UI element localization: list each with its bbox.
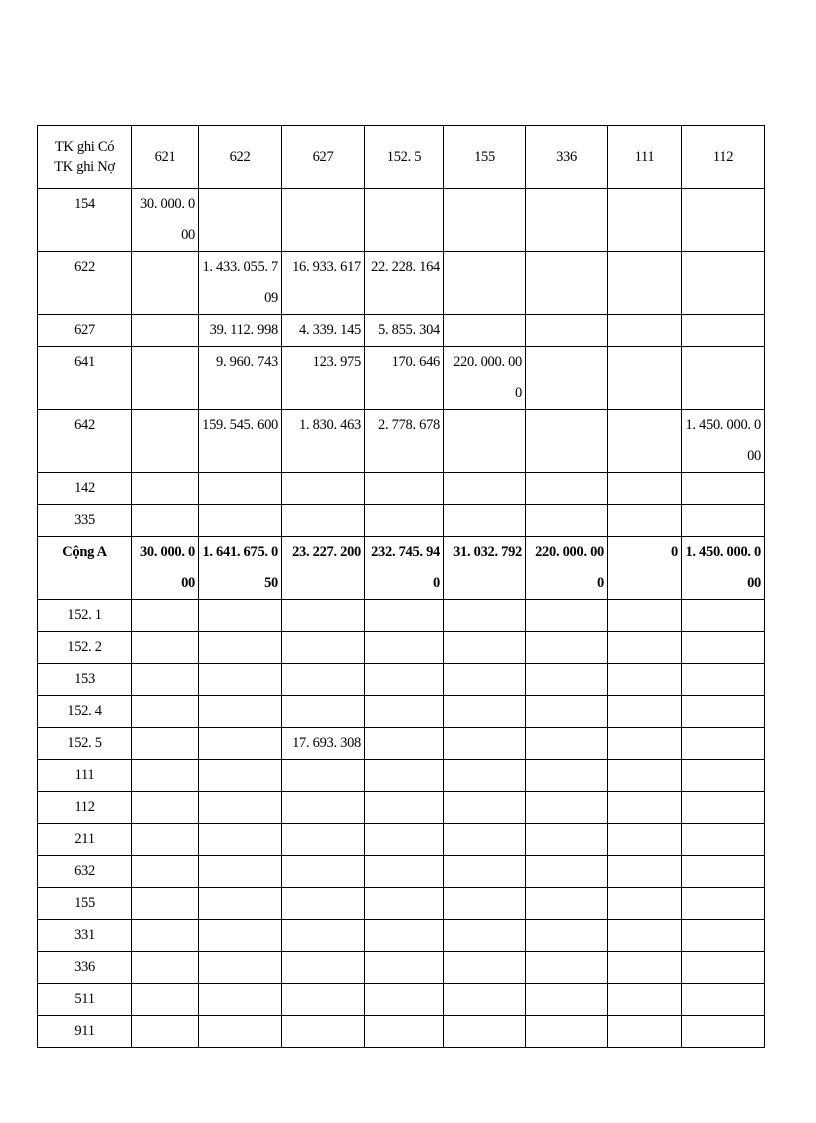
amount-cell xyxy=(365,856,444,888)
row-account-label: 331 xyxy=(38,920,132,952)
table-row xyxy=(38,760,765,792)
amount-cell: 1. 433. 055. 709 xyxy=(199,252,282,315)
amount-cell: 30. 000. 000 xyxy=(132,189,199,252)
ledger-body xyxy=(38,189,765,1048)
table-row xyxy=(38,410,765,473)
amount-cell xyxy=(282,856,365,888)
row-account-label: 152. 4 xyxy=(38,696,132,728)
amount-cell xyxy=(282,189,365,252)
amount-cell: 16. 933. 617 xyxy=(282,252,365,315)
amount-cell xyxy=(526,1016,608,1048)
row-account-label: 152. 2 xyxy=(38,632,132,664)
amount-cell xyxy=(132,505,199,537)
amount-cell xyxy=(682,952,765,984)
amount-cell xyxy=(682,888,765,920)
amount-cell: 220. 000. 000 xyxy=(444,347,526,410)
ledger-table xyxy=(37,125,765,1048)
column-header: 155 xyxy=(444,126,526,189)
amount-cell xyxy=(608,888,682,920)
amount-cell xyxy=(444,728,526,760)
amount-cell xyxy=(132,315,199,347)
table-row xyxy=(38,952,765,984)
amount-cell xyxy=(444,1016,526,1048)
row-account-label: 632 xyxy=(38,856,132,888)
amount-cell xyxy=(608,728,682,760)
amount-cell xyxy=(444,856,526,888)
amount-cell xyxy=(608,505,682,537)
column-header: 627 xyxy=(282,126,365,189)
amount-cell xyxy=(282,696,365,728)
amount-cell xyxy=(365,952,444,984)
amount-cell xyxy=(682,760,765,792)
row-account-label: 642 xyxy=(38,410,132,473)
header-row xyxy=(38,126,765,189)
amount-cell xyxy=(608,600,682,632)
amount-cell xyxy=(199,952,282,984)
amount-cell xyxy=(282,792,365,824)
row-account-label: 153 xyxy=(38,664,132,696)
amount-cell xyxy=(365,792,444,824)
amount-cell xyxy=(444,505,526,537)
amount-cell: 1. 450. 000. 000 xyxy=(682,537,765,600)
amount-cell xyxy=(282,632,365,664)
amount-cell xyxy=(132,856,199,888)
amount-cell xyxy=(365,473,444,505)
amount-cell xyxy=(282,600,365,632)
amount-cell xyxy=(682,473,765,505)
amount-cell xyxy=(282,952,365,984)
amount-cell xyxy=(608,696,682,728)
amount-cell xyxy=(526,920,608,952)
amount-cell xyxy=(682,856,765,888)
row-account-label: 911 xyxy=(38,1016,132,1048)
amount-cell xyxy=(444,315,526,347)
column-header: 152. 5 xyxy=(365,126,444,189)
amount-cell: 232. 745. 940 xyxy=(365,537,444,600)
amount-cell xyxy=(365,888,444,920)
table-row xyxy=(38,600,765,632)
table-row xyxy=(38,189,765,252)
amount-cell xyxy=(608,984,682,1016)
amount-cell xyxy=(365,664,444,696)
row-account-label: 152. 5 xyxy=(38,728,132,760)
amount-cell: 9. 960. 743 xyxy=(199,347,282,410)
amount-cell xyxy=(132,920,199,952)
amount-cell xyxy=(682,696,765,728)
amount-cell xyxy=(365,1016,444,1048)
table-row xyxy=(38,473,765,505)
row-account-label: 511 xyxy=(38,984,132,1016)
amount-cell xyxy=(526,824,608,856)
amount-cell xyxy=(365,728,444,760)
amount-cell xyxy=(132,664,199,696)
column-header: 336 xyxy=(526,126,608,189)
table-row xyxy=(38,920,765,952)
amount-cell xyxy=(444,189,526,252)
row-account-label: 112 xyxy=(38,792,132,824)
amount-cell xyxy=(682,824,765,856)
amount-cell xyxy=(682,600,765,632)
table-row xyxy=(38,1016,765,1048)
table-row xyxy=(38,347,765,410)
amount-cell xyxy=(282,664,365,696)
table-row xyxy=(38,824,765,856)
table-row xyxy=(38,856,765,888)
amount-cell xyxy=(526,856,608,888)
amount-cell xyxy=(132,632,199,664)
amount-cell xyxy=(199,189,282,252)
amount-cell xyxy=(608,347,682,410)
amount-cell: 5. 855. 304 xyxy=(365,315,444,347)
row-account-label: 622 xyxy=(38,252,132,315)
amount-cell: 0 xyxy=(608,537,682,600)
table-row xyxy=(38,888,765,920)
table-row xyxy=(38,728,765,760)
amount-cell xyxy=(526,696,608,728)
amount-cell xyxy=(282,824,365,856)
row-account-label: Cộng A xyxy=(38,537,132,600)
amount-cell: 17. 693. 308 xyxy=(282,728,365,760)
amount-cell: 22. 228. 164 xyxy=(365,252,444,315)
amount-cell xyxy=(132,888,199,920)
amount-cell xyxy=(365,696,444,728)
amount-cell xyxy=(444,984,526,1016)
amount-cell xyxy=(199,792,282,824)
amount-cell xyxy=(132,984,199,1016)
amount-cell xyxy=(608,824,682,856)
amount-cell xyxy=(444,888,526,920)
amount-cell xyxy=(444,473,526,505)
amount-cell xyxy=(444,952,526,984)
amount-cell xyxy=(199,728,282,760)
amount-cell xyxy=(526,600,608,632)
row-account-label: 152. 1 xyxy=(38,600,132,632)
amount-cell xyxy=(199,1016,282,1048)
amount-cell xyxy=(199,696,282,728)
row-account-label: 641 xyxy=(38,347,132,410)
amount-cell xyxy=(282,473,365,505)
amount-cell xyxy=(444,824,526,856)
column-header: 112 xyxy=(682,126,765,189)
amount-cell xyxy=(526,315,608,347)
amount-cell xyxy=(682,189,765,252)
amount-cell xyxy=(199,856,282,888)
amount-cell xyxy=(365,189,444,252)
amount-cell xyxy=(132,410,199,473)
column-header: 111 xyxy=(608,126,682,189)
amount-cell xyxy=(682,984,765,1016)
table-row xyxy=(38,505,765,537)
amount-cell: 39. 112. 998 xyxy=(199,315,282,347)
amount-cell xyxy=(608,315,682,347)
amount-cell xyxy=(199,760,282,792)
amount-cell xyxy=(444,696,526,728)
amount-cell xyxy=(526,473,608,505)
row-account-label: 155 xyxy=(38,888,132,920)
amount-cell xyxy=(199,984,282,1016)
amount-cell xyxy=(608,856,682,888)
amount-cell xyxy=(682,347,765,410)
amount-cell xyxy=(132,1016,199,1048)
row-account-label: 335 xyxy=(38,505,132,537)
amount-cell xyxy=(282,1016,365,1048)
amount-cell xyxy=(608,952,682,984)
amount-cell xyxy=(526,410,608,473)
amount-cell: 220. 000. 000 xyxy=(526,537,608,600)
amount-cell xyxy=(444,252,526,315)
row-account-label: 211 xyxy=(38,824,132,856)
amount-cell xyxy=(526,984,608,1016)
table-row xyxy=(38,984,765,1016)
amount-cell xyxy=(132,824,199,856)
amount-cell xyxy=(132,696,199,728)
credit-account-label: TK ghi Có xyxy=(54,139,115,155)
amount-cell xyxy=(608,664,682,696)
amount-cell xyxy=(132,792,199,824)
amount-cell: 31. 032. 792 xyxy=(444,537,526,600)
amount-cell xyxy=(526,952,608,984)
amount-cell xyxy=(365,505,444,537)
row-account-label: 111 xyxy=(38,760,132,792)
amount-cell xyxy=(282,760,365,792)
amount-cell xyxy=(526,252,608,315)
amount-cell: 4. 339. 145 xyxy=(282,315,365,347)
amount-cell xyxy=(682,252,765,315)
amount-cell xyxy=(132,952,199,984)
row-account-label: 142 xyxy=(38,473,132,505)
amount-cell xyxy=(199,888,282,920)
amount-cell xyxy=(682,1016,765,1048)
table-row xyxy=(38,315,765,347)
table-row xyxy=(38,696,765,728)
amount-cell: 2. 778. 678 xyxy=(365,410,444,473)
amount-cell xyxy=(199,600,282,632)
amount-cell xyxy=(199,824,282,856)
amount-cell: 170. 646 xyxy=(365,347,444,410)
amount-cell xyxy=(608,410,682,473)
amount-cell: 23. 227. 200 xyxy=(282,537,365,600)
amount-cell xyxy=(444,600,526,632)
amount-cell xyxy=(608,189,682,252)
table-row xyxy=(38,664,765,696)
amount-cell xyxy=(608,252,682,315)
amount-cell xyxy=(365,760,444,792)
amount-cell: 30. 000. 000 xyxy=(132,537,199,600)
amount-cell xyxy=(682,505,765,537)
amount-cell xyxy=(199,505,282,537)
row-account-label: 336 xyxy=(38,952,132,984)
amount-cell xyxy=(444,664,526,696)
amount-cell xyxy=(132,760,199,792)
amount-cell xyxy=(365,920,444,952)
column-header: 621 xyxy=(132,126,199,189)
amount-cell xyxy=(199,920,282,952)
amount-cell xyxy=(444,792,526,824)
amount-cell xyxy=(365,824,444,856)
amount-cell xyxy=(608,473,682,505)
amount-cell xyxy=(282,505,365,537)
amount-cell xyxy=(682,664,765,696)
amount-cell xyxy=(444,632,526,664)
total-row xyxy=(38,537,765,600)
table-row xyxy=(38,792,765,824)
amount-cell xyxy=(199,473,282,505)
amount-cell xyxy=(682,315,765,347)
amount-cell xyxy=(282,920,365,952)
amount-cell xyxy=(132,600,199,632)
amount-cell xyxy=(132,252,199,315)
table-row xyxy=(38,252,765,315)
amount-cell: 1. 830. 463 xyxy=(282,410,365,473)
amount-cell xyxy=(682,632,765,664)
amount-cell xyxy=(608,1016,682,1048)
amount-cell xyxy=(526,728,608,760)
table-row xyxy=(38,632,765,664)
amount-cell xyxy=(199,632,282,664)
amount-cell xyxy=(132,347,199,410)
column-header: 622 xyxy=(199,126,282,189)
amount-cell xyxy=(608,632,682,664)
amount-cell xyxy=(444,760,526,792)
amount-cell xyxy=(526,505,608,537)
amount-cell xyxy=(608,920,682,952)
amount-cell xyxy=(526,792,608,824)
header-corner-cell xyxy=(38,126,132,189)
row-account-label: 154 xyxy=(38,189,132,252)
amount-cell xyxy=(365,984,444,1016)
amount-cell xyxy=(199,664,282,696)
amount-cell: 159. 545. 600 xyxy=(199,410,282,473)
amount-cell xyxy=(132,728,199,760)
amount-cell xyxy=(608,792,682,824)
amount-cell xyxy=(526,632,608,664)
amount-cell xyxy=(365,632,444,664)
amount-cell xyxy=(526,189,608,252)
amount-cell xyxy=(282,888,365,920)
amount-cell xyxy=(132,473,199,505)
amount-cell xyxy=(526,760,608,792)
amount-cell xyxy=(282,984,365,1016)
amount-cell xyxy=(526,347,608,410)
amount-cell xyxy=(365,600,444,632)
debit-account-label: TK ghi Nợ xyxy=(54,159,115,175)
row-account-label: 627 xyxy=(38,315,132,347)
amount-cell: 1. 450. 000. 000 xyxy=(682,410,765,473)
amount-cell xyxy=(444,920,526,952)
amount-cell xyxy=(682,728,765,760)
amount-cell xyxy=(526,664,608,696)
amount-cell xyxy=(682,792,765,824)
amount-cell: 123. 975 xyxy=(282,347,365,410)
amount-cell xyxy=(682,920,765,952)
amount-cell xyxy=(444,410,526,473)
amount-cell xyxy=(526,888,608,920)
amount-cell: 1. 641. 675. 050 xyxy=(199,537,282,600)
amount-cell xyxy=(608,760,682,792)
